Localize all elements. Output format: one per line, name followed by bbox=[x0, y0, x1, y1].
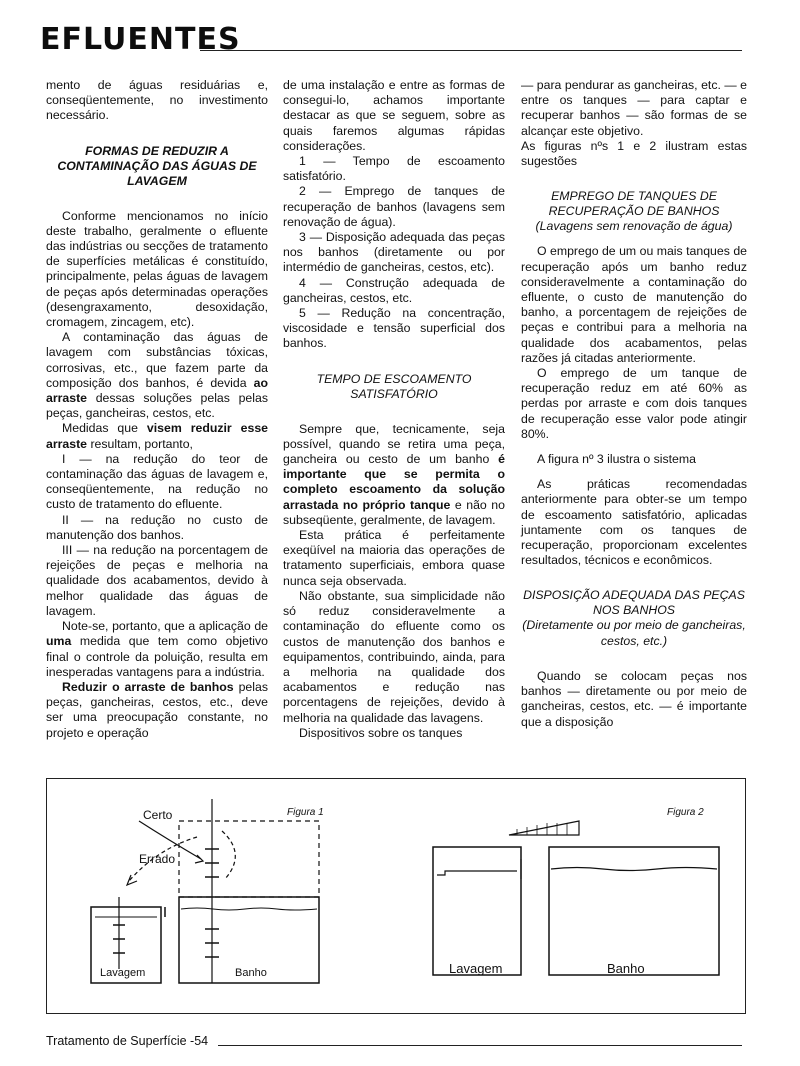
section-heading-emprego: EMPREGO DE TANQUES DE RECUPERAÇÃO DE BANHOS bbox=[548, 189, 720, 219]
section-subheading: (Diretamente ou por meio de gancheiras, cestos, etc.) bbox=[522, 618, 746, 648]
footer-rule bbox=[218, 1045, 742, 1046]
figure1-errado-label: Errado bbox=[139, 852, 176, 866]
list-item: 4 — Construção adequada de gancheiras, cestos, etc. bbox=[283, 275, 505, 305]
banho-tank-2 bbox=[549, 847, 719, 975]
paragraph: As figuras nºs 1 e 2 ilustram estas sugestões bbox=[521, 138, 747, 169]
figures-drawing bbox=[47, 779, 745, 1013]
paragraph: O emprego de um tanque de recuperação reduz em até 60% as perdas por arraste e com dois tanques de recuperação esse valor pode atingir 80%. bbox=[521, 366, 747, 441]
paragraph: Não obstante, sua simplicidade não só reduz consideravelmente a contaminação do efluente como os custos de manutenção dos banhos e equipamentos, contribuindo, ainda, para a melhoria na qualidade dos acabamentos e redução nas porcentagens de rejeições, devido à melhoria na qualidade das lavagens. bbox=[283, 588, 505, 725]
paragraph: As práticas recomendadas anteriormente para obter-se um tempo de escoamento satisfatório, aplicadas juntamente com os tanques de recuperação, proporcionam excelentes resultados, técnicos e econômicos. bbox=[521, 477, 747, 568]
figure2-title: Figura 2 bbox=[667, 807, 704, 818]
figure-1 bbox=[91, 799, 319, 983]
paragraph: mento de águas residuárias e, conseqüentemente, no investimento necessário. bbox=[46, 78, 268, 123]
column-2 bbox=[283, 78, 505, 741]
column-3 bbox=[521, 78, 747, 730]
paragraph: — para pendurar as gancheiras, etc. — e entre os tanques — para captar e recuperar banhos — são formas de se alcançar este objetivo. bbox=[521, 78, 747, 138]
figure1-banho-label: Banho bbox=[235, 967, 267, 979]
paragraph: Quando se colocam peças nos banhos — diretamente ou por meio de gancheiras, cestos, etc. — é importante que a disposição bbox=[521, 668, 747, 729]
column-1 bbox=[46, 78, 268, 741]
paragraph: Dispositivos sobre os tanques bbox=[299, 725, 463, 740]
list-item: 2 — Emprego de tanques de recuperação de banhos (lavagens sem renovação de água). bbox=[283, 184, 505, 229]
section-heading-disposicao: DISPOSIÇÃO ADEQUADA DAS PEÇAS NOS BANHOS bbox=[523, 588, 745, 618]
section-heading-formas: FORMAS DE REDUZIR A CONTAMINAÇÃO DAS ÁGUAS DE LAVAGEM bbox=[57, 143, 257, 188]
figure1-lavagem-label: Lavagem bbox=[100, 967, 146, 979]
paragraph: Reduzir o arraste de banhos pelas peças, gancheiras, cestos, etc., deve ser uma preocupação constante, no projeto e operação bbox=[46, 679, 268, 740]
recovery-tray bbox=[509, 821, 579, 835]
paragraph: I — na redução do teor de contaminação das águas de lavagem e, conseqüentemente, na redução no custo de tratamento do efluente. bbox=[46, 451, 268, 512]
paragraph: III — na redução na porcentagem de rejeições de peças e melhoria na qualidade dos acabamentos, devido à melhor qualidade das águas de lavagem. bbox=[46, 543, 268, 618]
header-rule bbox=[200, 50, 742, 51]
figure-2 bbox=[433, 821, 719, 975]
paragraph: O emprego de um ou mais tanques de recuperação após um banho reduz consideravelmente a contaminação do efluente, o custo de manutenção do banho, a porcentagem de rejeições de peças e contribui para a melhoria na qualidade dos acabamentos, pelas razões já citadas anteriormente. bbox=[521, 244, 747, 365]
paragraph: de uma instalação e entre as formas de consegui-lo, achamos importante destacar as que se seguem, sobre as quais faremos algumas rápidas considerações. bbox=[283, 78, 505, 153]
figures-box bbox=[46, 778, 746, 1014]
section-subheading: (Lavagens sem renovação de água) bbox=[535, 219, 733, 234]
paragraph: Esta prática é perfeitamente exeqüível na maioria das operações de tratamento superficiais, embora quase nunca seja observada. bbox=[283, 528, 505, 588]
figure1-title: Figura 1 bbox=[287, 807, 324, 818]
list-item: 1 — Tempo de escoamento satisfatório. bbox=[283, 154, 505, 184]
figure2-banho-label: Banho bbox=[607, 961, 645, 976]
lavagem-tank-2 bbox=[433, 847, 521, 975]
page-footer: Tratamento de Superfície -54 bbox=[46, 1034, 209, 1048]
paragraph: Medidas que visem reduzir esse arraste resultam, portanto, bbox=[46, 421, 268, 451]
figure1-certo-label: Certo bbox=[143, 808, 173, 822]
section-heading-tempo: TEMPO DE ESCOAMENTO SATISFATÓRIO bbox=[316, 371, 472, 401]
paragraph: II — na redução no custo de manutenção dos banhos. bbox=[46, 512, 268, 542]
paragraph: Conforme mencionamos no início deste trabalho, geralmente o efluente das indústrias ou secções de tratamento de superfícies metálicas é constituído, principalmente, pelas águas de lavagem de peças após determinadas operações (desengraxamento, desoxidação, cromagem, zincagem, etc). bbox=[46, 208, 268, 330]
paragraph: Sempre que, tecnicamente, seja possível, quando se retira uma peça, gancheira ou cesto de um banho é importante que se permita o completo escoamento da solução arrastada no próprio tanque e não no subseqüente, geralmente, de lavagem. bbox=[283, 421, 505, 527]
list-item: 5 — Redução na concentração, viscosidade e tensão superficial dos banhos. bbox=[283, 306, 505, 351]
section-title: EFLUENTES bbox=[40, 22, 241, 57]
paragraph: A figura nº 3 ilustra o sistema bbox=[537, 452, 696, 467]
paragraph: A contaminação das águas de lavagem com substâncias tóxicas, corrosivas, etc., que fazem parte da composição dos banhos, é devida ao arraste dessas soluções pelas pelas peças, gancheiras, cestos, etc. bbox=[46, 330, 268, 421]
figure2-lavagem-label: Lavagem bbox=[449, 961, 503, 976]
paragraph: Note-se, portanto, que a aplicação de uma medida que tem como objetivo final o controle da poluição, resulta em inesperadas vantagens para a indústria. bbox=[46, 619, 268, 679]
list-item: 3 — Disposição adequada das peças nos banhos (diretamente ou por intermédio de gancheiras, cestos, etc). bbox=[283, 230, 505, 275]
